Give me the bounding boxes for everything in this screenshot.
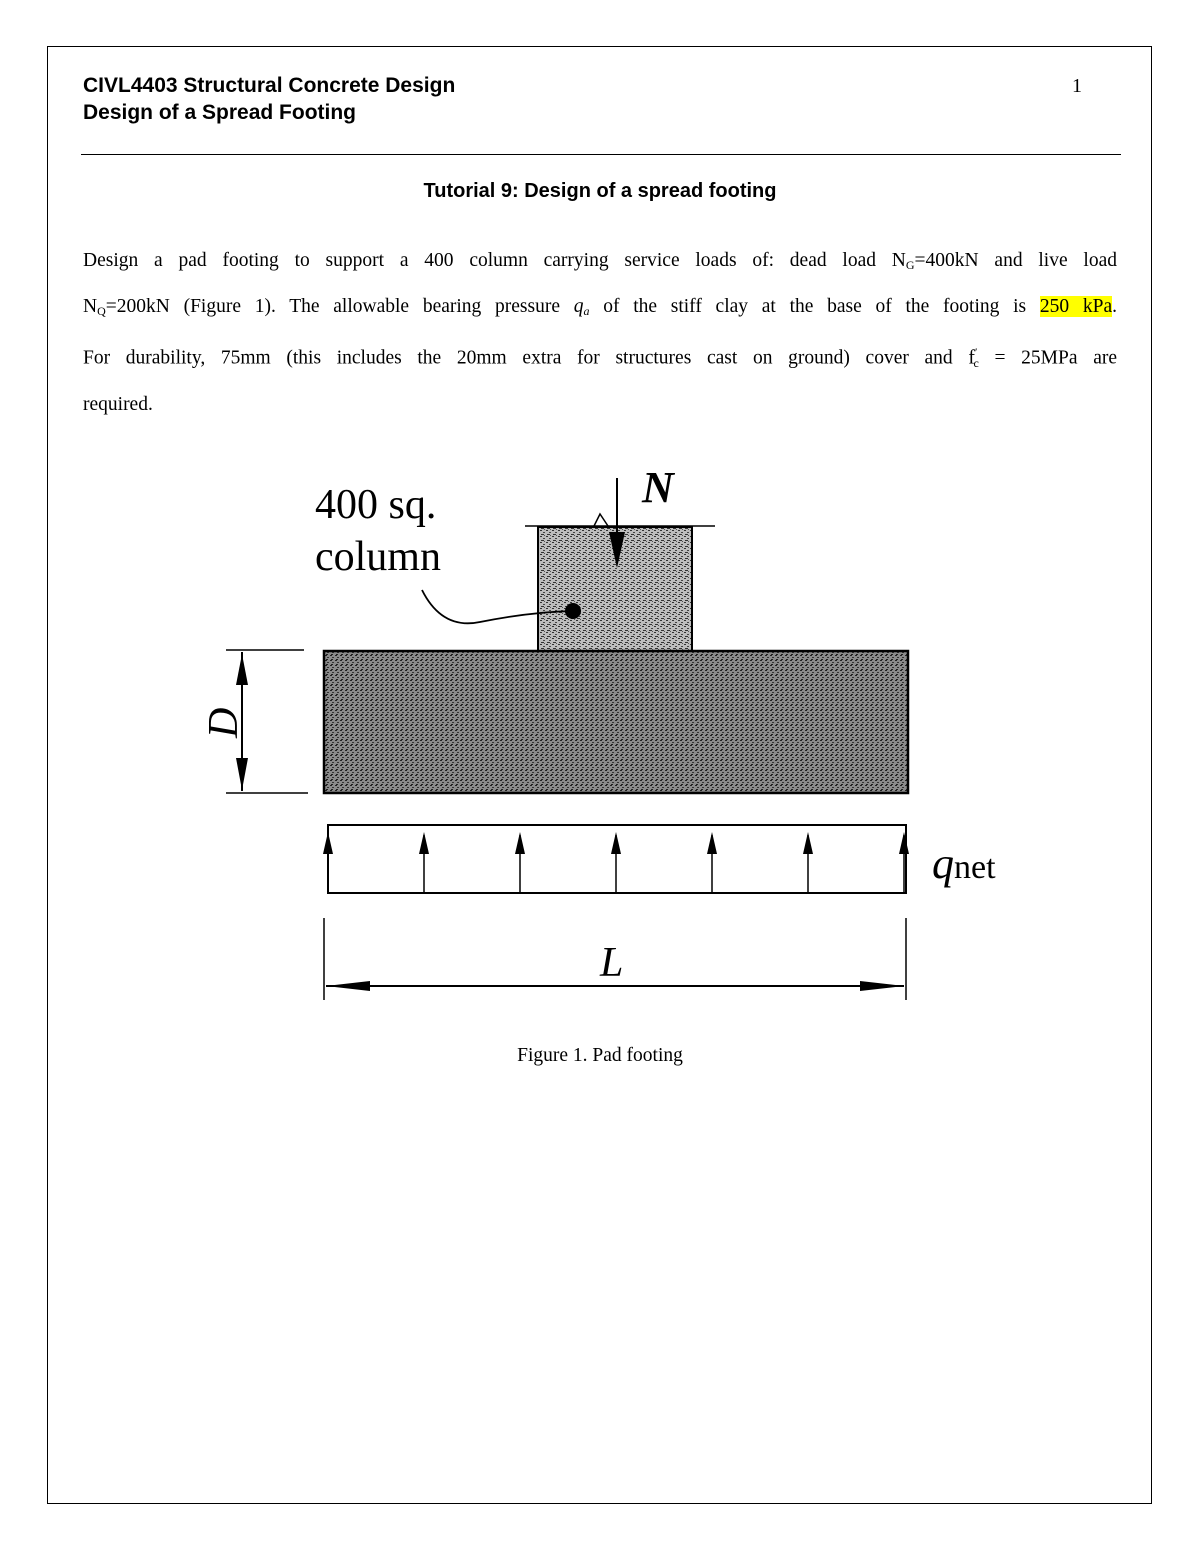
break-mark	[594, 514, 608, 526]
pressure-arrows	[323, 832, 909, 893]
document-subtitle: Design of a Spread Footing	[83, 101, 357, 124]
pressure-arrow-head	[515, 832, 525, 854]
fc-subscript: c	[973, 355, 979, 370]
paragraph-line-3	[83, 332, 1117, 384]
text-segment: =400kN and live load	[914, 250, 1117, 271]
length-label: L	[600, 940, 624, 986]
depth-arrow-top	[236, 654, 248, 685]
header-divider	[81, 154, 1121, 155]
course-title: CIVL4403 Structural Concrete Design	[83, 74, 456, 97]
length-arrow-left	[326, 981, 370, 991]
paragraph-line-2	[83, 286, 1117, 332]
fc-prime: ′	[974, 345, 978, 359]
pressure-symbol: q	[932, 839, 954, 888]
pad-footing-diagram	[180, 440, 1040, 1020]
subscript-q: Q	[97, 304, 106, 318]
footing-shape	[324, 651, 908, 793]
text-segment: .	[1112, 296, 1117, 317]
text-segment: Design a pad footing to support a 400 column carrying service loads of: dead load N	[83, 250, 906, 271]
paragraph-line-4: required.	[83, 393, 153, 415]
qa-subscript: a	[583, 304, 590, 318]
problem-statement	[83, 240, 1117, 425]
length-arrow-right	[860, 981, 904, 991]
load-label: N	[642, 463, 674, 512]
pressure-arrow-head	[323, 832, 333, 854]
text-segment: For durability, 75mm (this includes the 20mm extra for structures cast on ground) cover and	[83, 347, 969, 369]
pressure-arrow-head	[611, 832, 621, 854]
highlighted-bearing-value: 250 kPa	[1039, 296, 1113, 317]
qa-symbol: q	[573, 296, 584, 317]
column-label-line-2: column	[315, 534, 441, 580]
depth-arrow-bottom	[236, 758, 248, 790]
fc-symbol: f	[968, 347, 975, 369]
pressure-arrow-head	[419, 832, 429, 854]
pressure-subscript: net	[954, 849, 996, 886]
pressure-arrow-head	[899, 832, 909, 854]
text-segment: =200kN (Figure 1). The allowable bearing pressure	[105, 296, 574, 317]
pressure-arrow-head	[707, 832, 717, 854]
column-leader-dot	[565, 603, 581, 619]
pressure-arrow-head	[803, 832, 813, 854]
page-number: 1	[1072, 75, 1082, 97]
column-label-line-1: 400 sq.	[315, 482, 437, 528]
header	[83, 72, 455, 126]
subscript-g: G	[905, 258, 915, 272]
depth-label: D	[201, 707, 247, 738]
pressure-label	[932, 839, 996, 888]
pressure-block	[328, 825, 906, 893]
figure-caption: Figure 1. Pad footing	[517, 1045, 683, 1066]
text-segment: N	[83, 296, 98, 317]
text-segment: of the stiff clay at the base of the footing is	[589, 296, 1040, 317]
paragraph-line-1	[83, 240, 1117, 286]
tutorial-title: Tutorial 9: Design of a spread footing	[423, 180, 777, 202]
text-segment: = 25MPa are	[978, 347, 1118, 369]
